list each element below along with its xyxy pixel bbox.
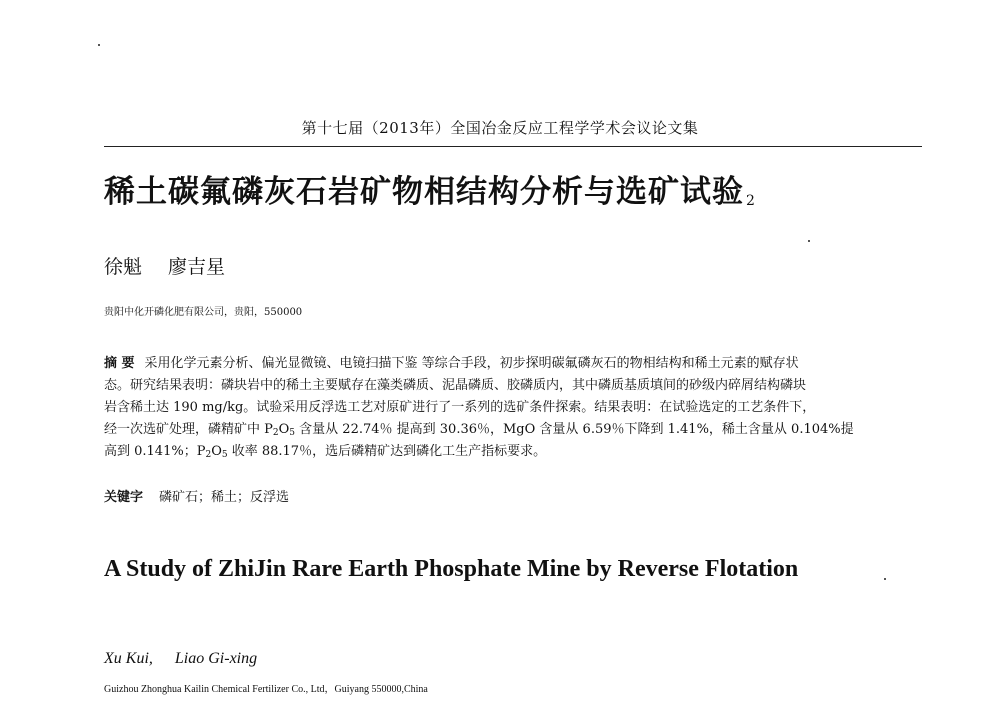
abstract-label: 摘 要 <box>104 356 135 371</box>
keywords-text: 磷矿石；稀土；反浮选 <box>159 490 290 505</box>
affiliation-chinese: 贵阳中化开磷化肥有限公司，贵阳，550000 <box>104 307 303 318</box>
keywords-label: 关键字 <box>104 490 144 505</box>
abstract-line: 态。研究结果表明：磷块岩中的稀土主要赋存在藻类磷质、泥晶磷质、胶磷质内，其中磷质基质填间的砂级内碎屑结构磷块 <box>104 378 807 393</box>
title-text: 稀土碳氟磷灰石岩矿物相结构分析与选矿试验 <box>104 174 744 210</box>
author-name: Liao Gi-xing <box>174 650 258 667</box>
abstract-chinese <box>104 353 920 463</box>
author-name: 廖吉星 <box>168 256 226 278</box>
abstract-line: 高到 0.141%；$P_2O_5$ 收率 88.17％，选后磷精矿达到磷化工生产指标要求。 <box>104 444 547 460</box>
affiliation-english: Guizhou Zhonghua Kailin Chemical Fertilizer Co., Ltd，Guiyang 550000,China <box>104 684 428 695</box>
author-name: Xu Kui, <box>104 650 153 667</box>
conference-header: 第十七届（2013年）全国冶金反应工程学学术会议论文集 <box>301 119 699 137</box>
authors-chinese <box>104 252 225 279</box>
author-name: 徐魁 <box>104 256 143 278</box>
scan-speck <box>98 44 100 46</box>
scan-speck <box>808 240 810 242</box>
authors-english <box>104 650 257 668</box>
title-footnote-mark: 2 <box>746 193 756 209</box>
abstract-line: 岩含稀土达 190 mg/kg。试验采用反浮选工艺对原矿进行了一系列的选矿条件探索。结果表明：在试验选定的工艺条件下， <box>104 400 816 415</box>
scan-speck <box>884 578 886 580</box>
abstract-line: 摘 要 采用化学元素分析、偏光显微镜、电镜扫描下鉴 等综合手段，初步探明碳氟磷灰石的物相结构和稀土元素的赋存状 <box>104 356 799 371</box>
header-rule <box>104 146 922 147</box>
abstract-line: 经一次选矿处理，磷精矿中 $P_2O_5$ 含量从 22.74％ 提高到 30.36％，MgO 含量从 6.59％下降到 1.41%，稀土含量从 0.104%提 <box>104 422 854 438</box>
paper-title-chinese <box>104 166 756 211</box>
keywords <box>104 486 289 505</box>
paper-title-english: A Study of ZhiJin Rare Earth Phosphate Mine by Reverse Flotation <box>104 556 799 582</box>
